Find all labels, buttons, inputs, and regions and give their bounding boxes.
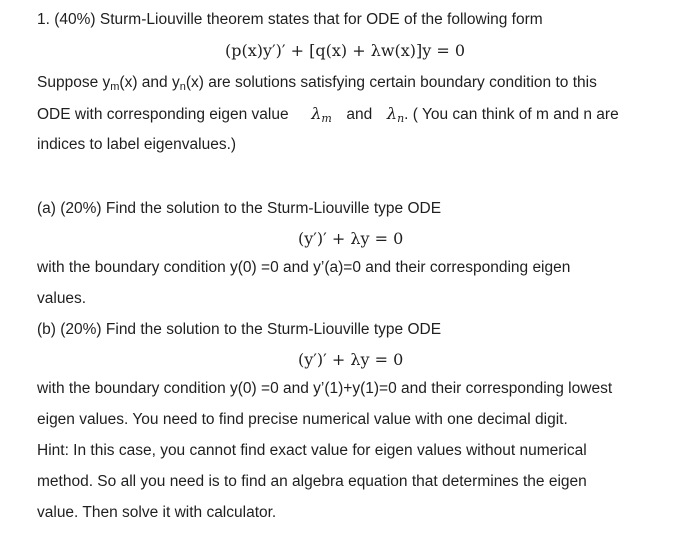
sturm-liouville-equation: (p(x)y′)′ + [q(x) + λw(x)]y = 0 xyxy=(225,41,466,60)
subscript-n: n xyxy=(179,81,186,93)
lambda-n-subscript: n xyxy=(397,112,405,125)
part-a-line-2: with the boundary condition y(0) =0 and y’(a)=0 and their corresponding eigen xyxy=(37,259,571,276)
problem-intro-line-4: indices to label eigenvalues.) xyxy=(37,136,237,153)
subscript-m: m xyxy=(110,81,120,93)
part-b-line-1: (b) (20%) Find the solution to the Sturm-Liouville type ODE xyxy=(37,321,442,338)
intro-text-segment: and xyxy=(346,106,373,123)
part-a-line-3: values. xyxy=(37,290,87,307)
part-b-equation: (y′)′ + λy = 0 xyxy=(298,350,404,369)
problem-intro-line-1: 1. (40%) Sturm-Liouville theorem states that for ODE of the following form xyxy=(37,11,543,28)
lambda-m-symbol: λ xyxy=(311,104,322,123)
problem-intro-line-2 xyxy=(37,73,597,93)
intro-text-segment: Suppose y xyxy=(37,74,111,91)
intro-text-segment: ODE with corresponding eigen value xyxy=(37,106,289,123)
intro-text-segment: . ( You can think of m and n are xyxy=(404,106,619,123)
part-b-hint-line-3: value. Then solve it with calculator. xyxy=(37,504,277,521)
part-a-line-1: (a) (20%) Find the solution to the Sturm-Liouville type ODE xyxy=(37,200,442,217)
problem-intro-line-3 xyxy=(37,104,619,125)
lambda-m-subscript: m xyxy=(321,112,332,125)
part-b-line-2: with the boundary condition y(0) =0 and y’(1)+y(1)=0 and their corresponding lowest xyxy=(37,380,613,397)
intro-text-segment: (x) and y xyxy=(119,74,180,91)
part-b-hint-line-1: Hint: In this case, you cannot find exact value for eigen values without numerical xyxy=(37,442,587,459)
lambda-n-symbol: λ xyxy=(386,104,398,123)
part-a-equation: (y′)′ + λy = 0 xyxy=(298,229,404,248)
part-b-hint-line-2: method. So all you need is to find an algebra equation that determines the eigen xyxy=(37,473,587,490)
part-b-line-3: eigen values. You need to find precise numerical value with one decimal digit. xyxy=(37,411,568,428)
intro-text-segment: (x) are solutions satisfying certain boundary condition to this xyxy=(185,74,597,91)
